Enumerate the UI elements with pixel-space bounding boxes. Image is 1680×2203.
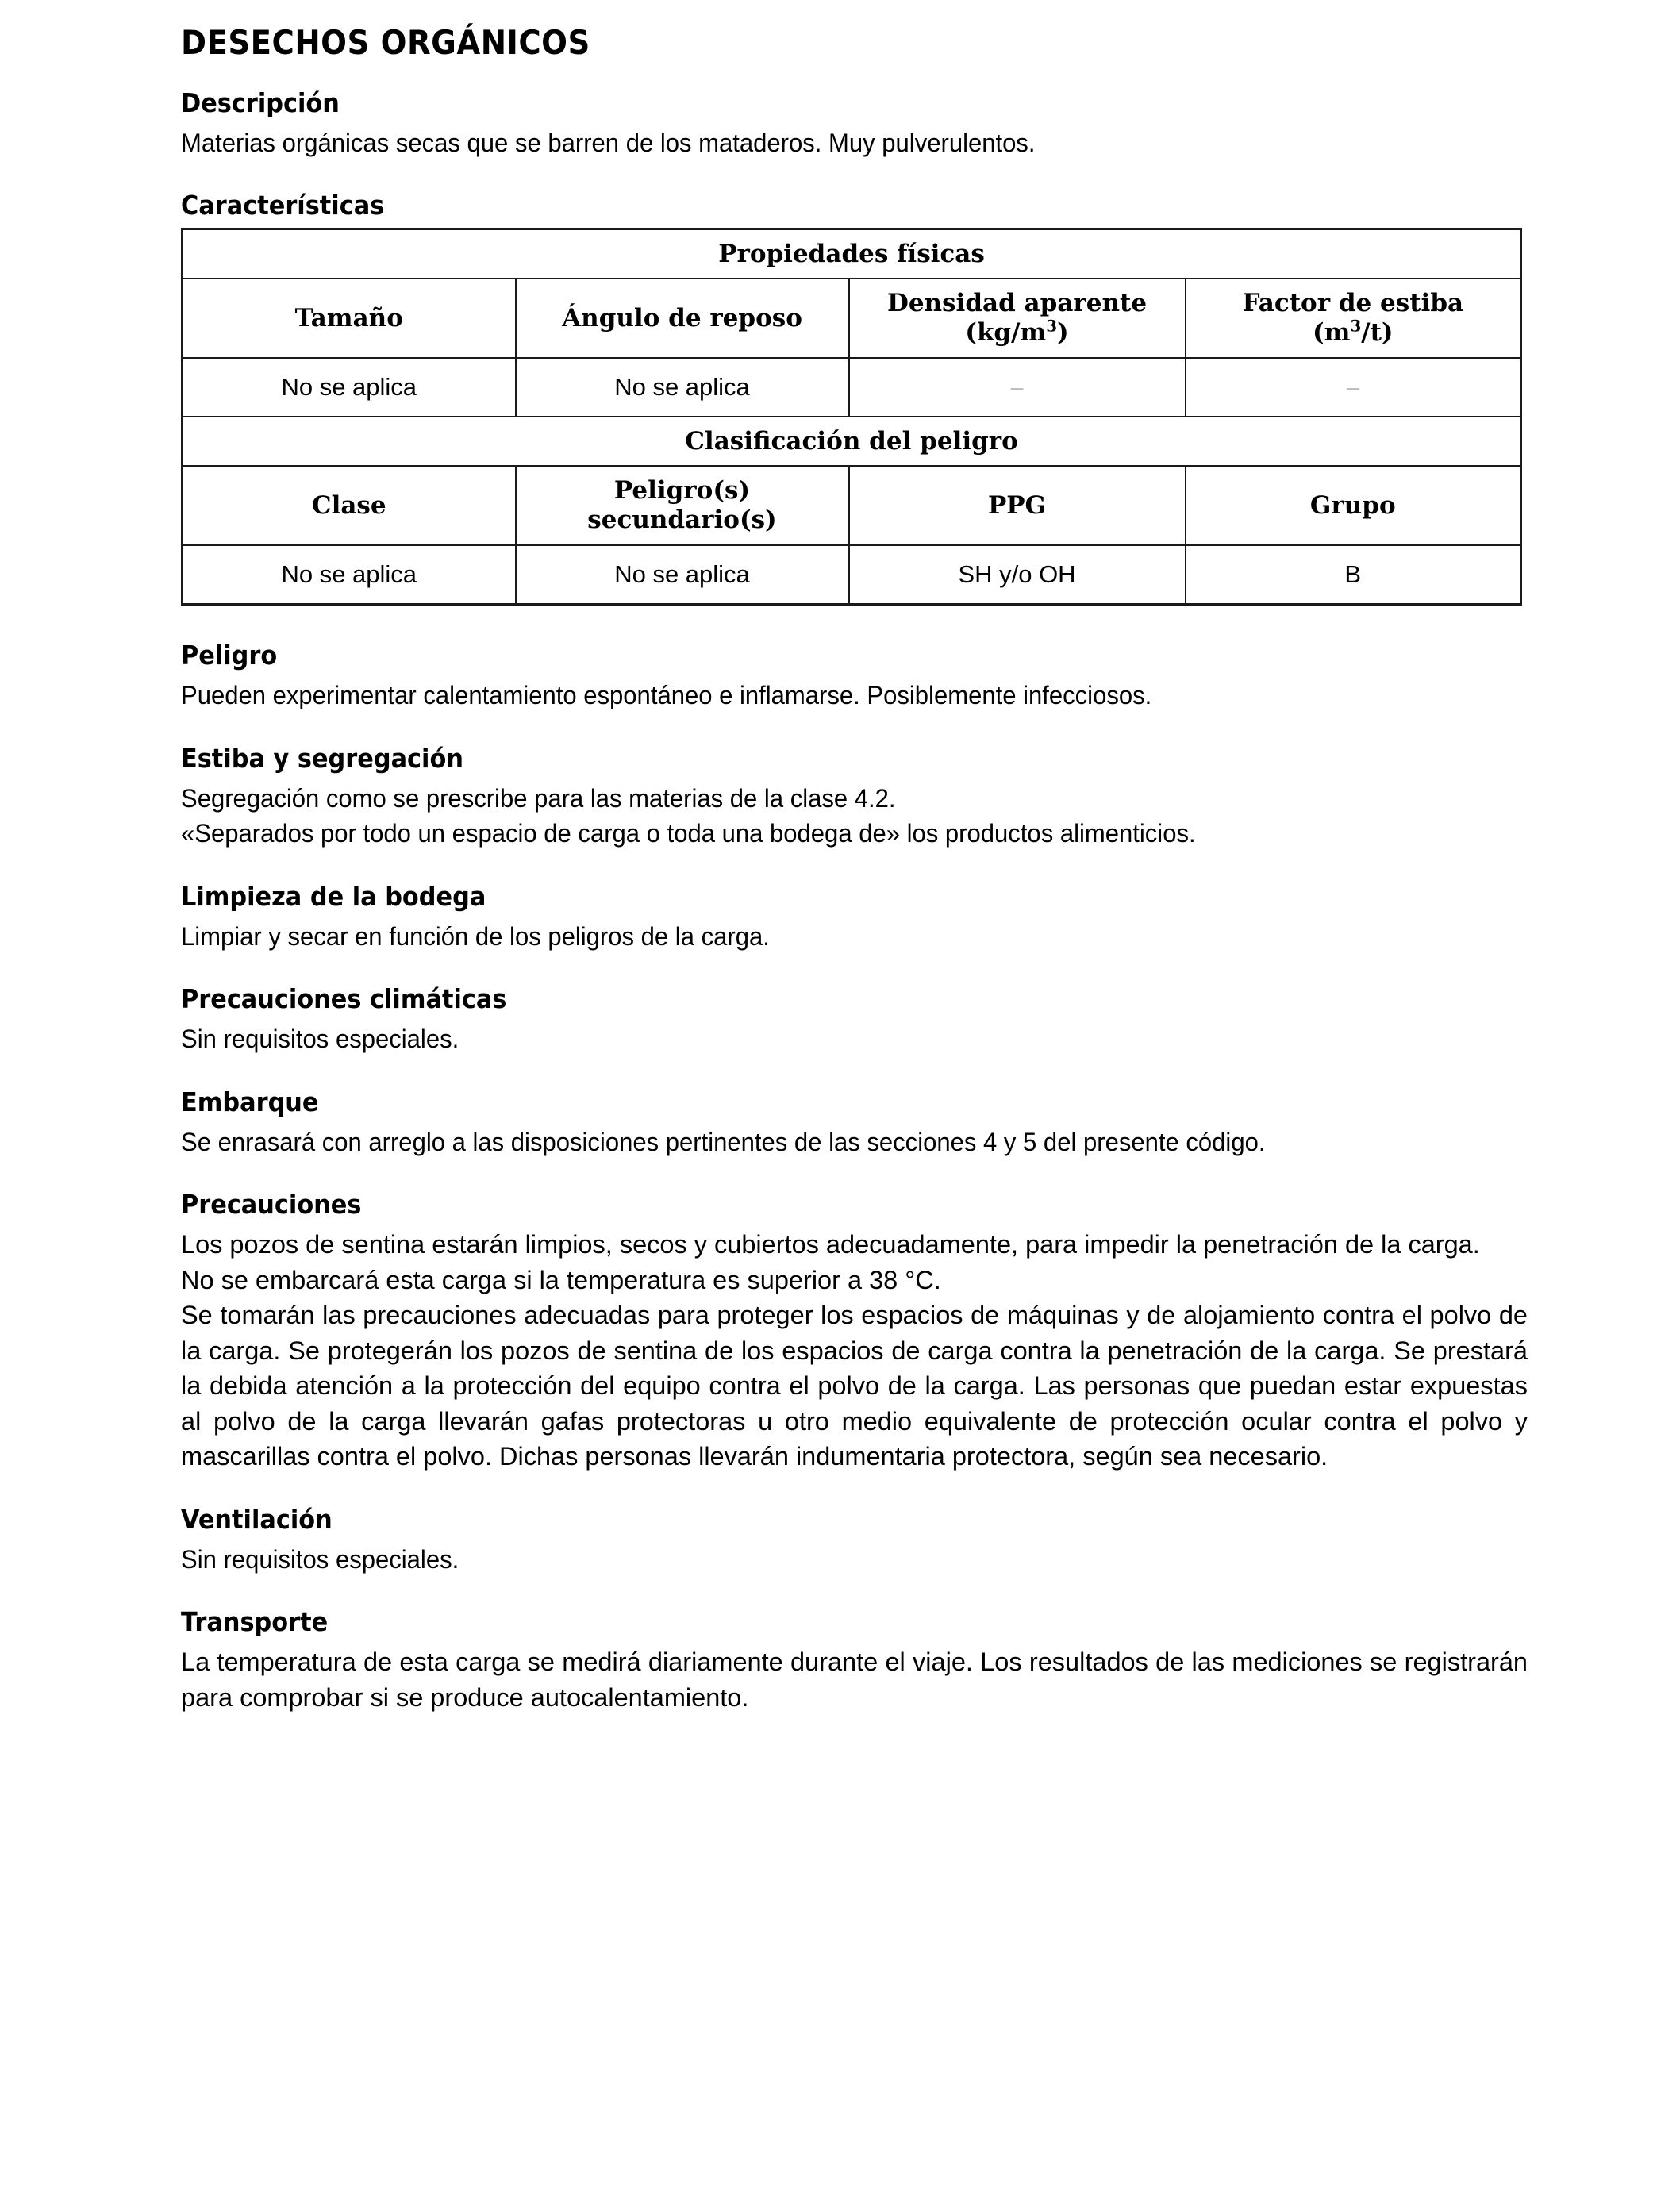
estiba-line-1: Segregación como se prescribe para las materias de la clase 4.2. bbox=[181, 783, 896, 813]
precauciones-paragraph-3: Se tomarán las precauciones adecuadas para proteger los espacios de máquinas y de alojamiento contra el polvo de la carga. Se protegerán los pozos de sentina de los espacios de carga contra la penetración de la carga. Se prestará la debida atención a la protección del equipo contra el polvo de la carga. Las personas que puedan estar expuestas al polvo de la carga llevarán gafas protectoras u otro medio equivalente de protección ocular contra el polvo y mascarillas contra el polvo. Dichas personas llevarán indumentaria protectora, según sea necesario. bbox=[181, 1301, 1528, 1471]
table-cell-ppg-value: SH y/o OH bbox=[849, 545, 1186, 605]
section-heading-caracteristicas: Características bbox=[181, 190, 385, 221]
table-colheader-ppg: PPG bbox=[849, 466, 1186, 545]
density-unit-exponent: 3 bbox=[1046, 317, 1058, 336]
table-colheader-size: Tamaño bbox=[183, 279, 516, 358]
table-row-group-physical bbox=[183, 229, 1521, 279]
precauciones-paragraph-1: Los pozos de sentina estarán limpios, secos y cubiertos adecuadamente, para impedir la penetración de la carga. bbox=[181, 1230, 1480, 1259]
section-body-ventilacion: Sin requisitos especiales. bbox=[181, 1544, 459, 1574]
table-cell-size-value: No se aplica bbox=[183, 358, 516, 417]
table-row-headers-hazard bbox=[183, 466, 1521, 545]
precauciones-paragraph-2: No se embarcará esta carga si la temperatura es superior a 38 °C. bbox=[181, 1265, 941, 1294]
table-colheader-stowage-factor bbox=[1186, 279, 1521, 358]
section-body-embarque: Se enrasará con arreglo a las disposiciones pertinentes de las secciones 4 y 5 del presente código. bbox=[181, 1127, 1266, 1156]
table-cell-class-value: No se aplica bbox=[183, 545, 516, 605]
density-unit-suffix: ) bbox=[1057, 318, 1069, 348]
table-row-values-hazard bbox=[183, 545, 1521, 605]
section-body-descripcion: Materias orgánicas secas que se barren de los mataderos. Muy pulverulentos. bbox=[181, 128, 1036, 157]
table-cell-group-value: B bbox=[1186, 545, 1521, 605]
section-heading-embarque: Embarque bbox=[181, 1086, 319, 1117]
table-colheader-angle: Ángulo de reposo bbox=[516, 279, 849, 358]
density-label: Densidad aparente bbox=[886, 288, 1148, 317]
section-body-precauciones-climaticas: Sin requisitos especiales. bbox=[181, 1025, 459, 1054]
section-body-transporte: La temperatura de esta carga se medirá diariamente durante el viaje. Los resultados de las mediciones se registrarán para comprobar si se produce autocalentamiento. bbox=[181, 1647, 1528, 1712]
stowage-unit-suffix: /t) bbox=[1361, 318, 1394, 348]
stowage-unit-exponent: 3 bbox=[1350, 317, 1362, 336]
table-colheader-secondary-hazards bbox=[516, 466, 849, 545]
section-descripcion bbox=[181, 88, 1528, 160]
table-row-values-physical bbox=[183, 358, 1521, 417]
section-heading-precauciones-climaticas: Precauciones climáticas bbox=[181, 983, 507, 1015]
secondary-hazards-line2: secundario(s) bbox=[587, 506, 777, 535]
section-body-estiba bbox=[181, 781, 1467, 852]
section-heading-descripcion: Descripción bbox=[181, 87, 340, 119]
secondary-hazards-line1: Peligro(s) bbox=[613, 475, 751, 505]
table-cell-angle-value: No se aplica bbox=[516, 358, 849, 417]
section-heading-peligro: Peligro bbox=[181, 640, 278, 671]
section-precauciones bbox=[181, 1190, 1528, 1474]
section-heading-limpieza: Limpieza de la bodega bbox=[181, 880, 486, 912]
section-peligro bbox=[181, 640, 1528, 713]
table-cell-stowage-value: – bbox=[1186, 358, 1521, 417]
section-heading-transporte: Transporte bbox=[181, 1606, 329, 1638]
table-colheader-group: Grupo bbox=[1186, 466, 1521, 545]
page-title: DESECHOS ORGÁNICOS bbox=[181, 23, 590, 62]
section-limpieza-bodega bbox=[181, 882, 1528, 954]
section-heading-precauciones: Precauciones bbox=[181, 1189, 362, 1221]
table-group-header-hazard: Clasificación del peligro bbox=[183, 417, 1521, 466]
table-cell-secondary-value: No se aplica bbox=[516, 545, 849, 605]
table-row-group-hazard bbox=[183, 417, 1521, 466]
section-body-limpieza: Limpiar y secar en función de los peligros de la carga. bbox=[181, 921, 770, 951]
table-colheader-class: Clase bbox=[183, 466, 516, 545]
section-precauciones-climaticas bbox=[181, 984, 1528, 1056]
section-caracteristicas bbox=[181, 190, 1528, 606]
table-group-header-physical: Propiedades físicas bbox=[183, 229, 1521, 279]
table-row-headers-physical bbox=[183, 279, 1521, 358]
stowage-unit-prefix: (m bbox=[1312, 318, 1351, 348]
characteristics-table bbox=[181, 228, 1522, 606]
section-heading-ventilacion: Ventilación bbox=[181, 1503, 333, 1535]
section-heading-estiba: Estiba y segregación bbox=[181, 742, 463, 774]
estiba-line-2: «Separados por todo un espacio de carga o toda una bodega de» los productos alimenticios. bbox=[181, 819, 1196, 848]
stowage-label: Factor de estiba bbox=[1242, 288, 1464, 317]
characteristics-table-wrapper bbox=[181, 228, 1528, 606]
section-estiba-segregacion bbox=[181, 744, 1528, 852]
table-colheader-density bbox=[849, 279, 1186, 358]
section-embarque bbox=[181, 1087, 1528, 1159]
section-body-peligro: Pueden experimentar calentamiento espontáneo e inflamarse. Posiblemente infecciosos. bbox=[181, 681, 1152, 710]
section-ventilacion bbox=[181, 1505, 1528, 1577]
density-unit-prefix: (kg/m bbox=[965, 318, 1047, 348]
section-body-precauciones bbox=[181, 1227, 1528, 1474]
table-cell-density-value: – bbox=[849, 358, 1186, 417]
section-transporte bbox=[181, 1607, 1528, 1715]
